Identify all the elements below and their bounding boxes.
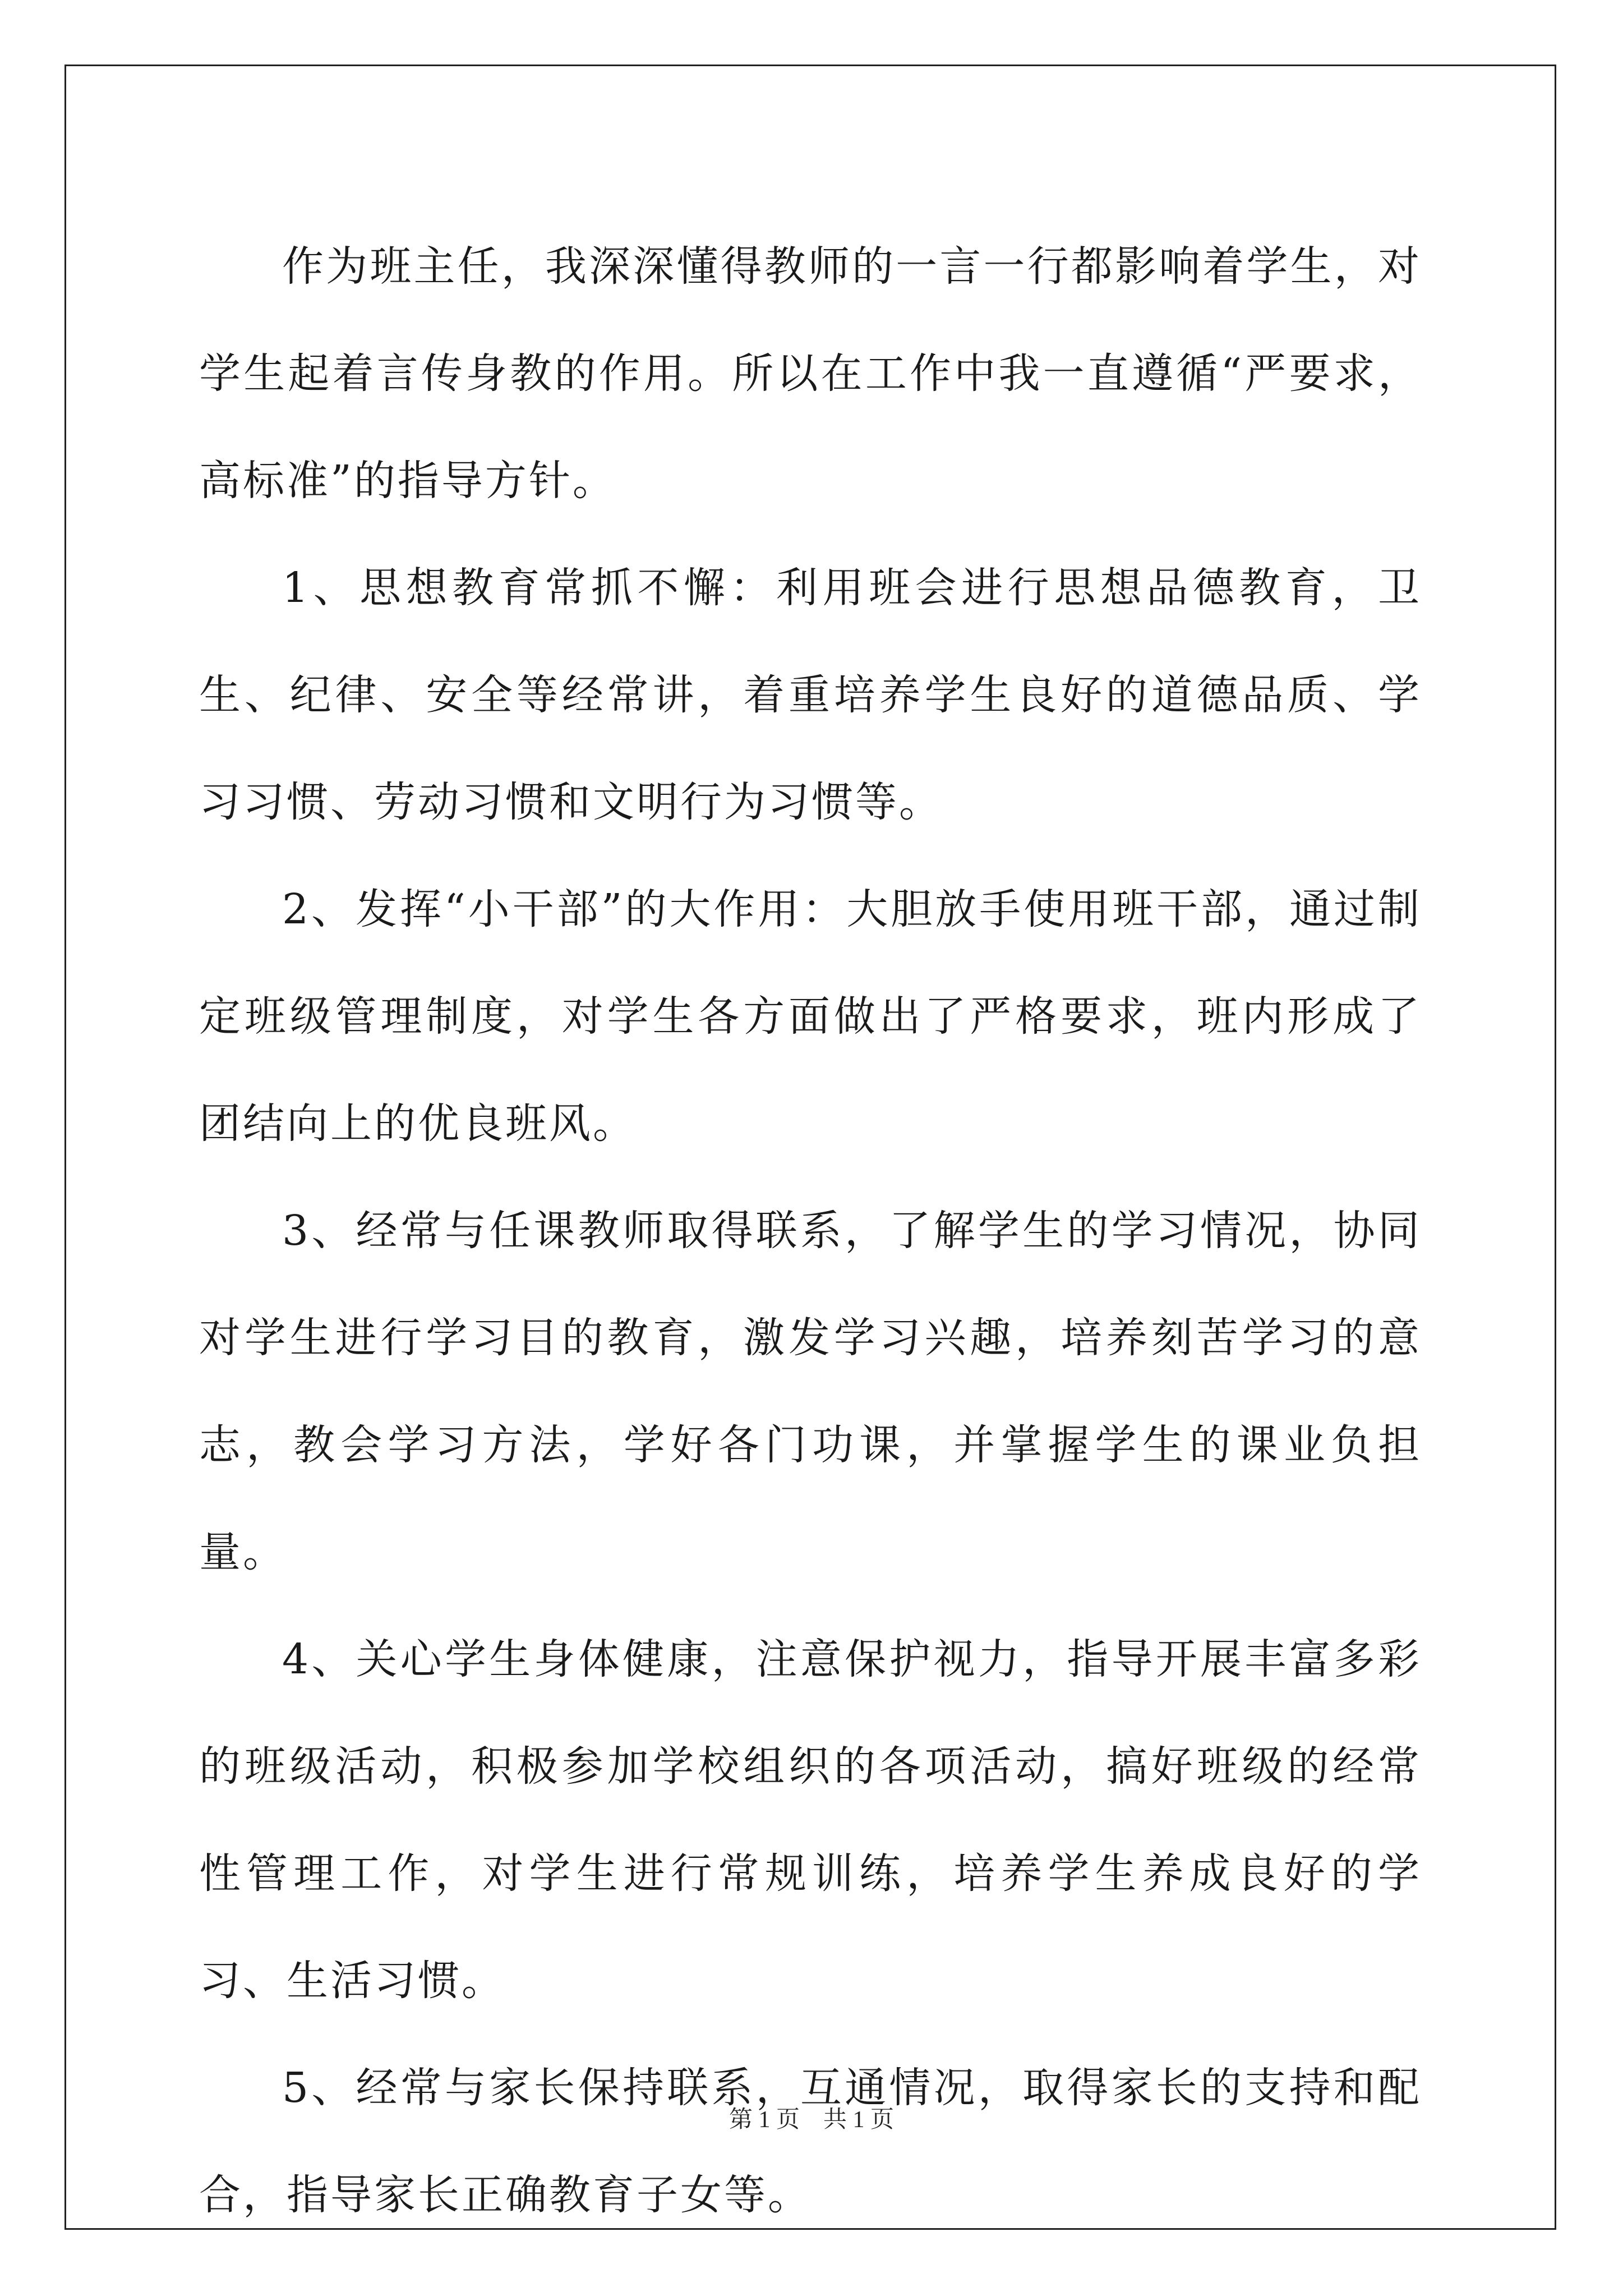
paragraph-item-5: 5、经常与家长保持联系，互通情况，取得家长的支持和配合，指导家长正确教育子女等。 <box>199 2064 1422 2219</box>
paragraph-item-2: 2、发挥“小干部”的大作用：大胆放手使用班干部，通过制定班级管理制度，对学生各方面做出了严格要求，班内形成了团结向上的优良班风。 <box>199 885 1422 1148</box>
paragraph-intro: 作为班主任，我深深懂得教师的一言一行都影响着学生，对学生起着言传身教的作用。所以在工作中我一直遵循“严要求，高标准”的指导方针。 <box>199 242 1422 505</box>
paragraph-item-1: 1、思想教育常抓不懈：利用班会进行思想品德教育，卫生、纪律、安全等经常讲，着重培养学生良好的道德品质、学习习惯、劳动习惯和文明行为习惯等。 <box>199 564 1422 826</box>
paragraph-item-4: 4、关心学生身体健康，注意保护视力，指导开展丰富多彩的班级活动，积极参加学校组织的各项活动，搞好班级的经常性管理工作，对学生进行常规训练，培养学生养成良好的学习、生活习惯。 <box>199 1635 1422 2005</box>
page-footer: 第 1 页 共 1 页 <box>728 2107 894 2133</box>
document-body <box>199 213 1422 2249</box>
paragraph-item-3: 3、经常与任课教师取得联系，了解学生的学习情况，协同对学生进行学习目的教育，激发学习兴趣，培养刻苦学习的意志，教会学习方法，学好各门功课，并掌握学生的课业负担量。 <box>199 1207 1422 1576</box>
